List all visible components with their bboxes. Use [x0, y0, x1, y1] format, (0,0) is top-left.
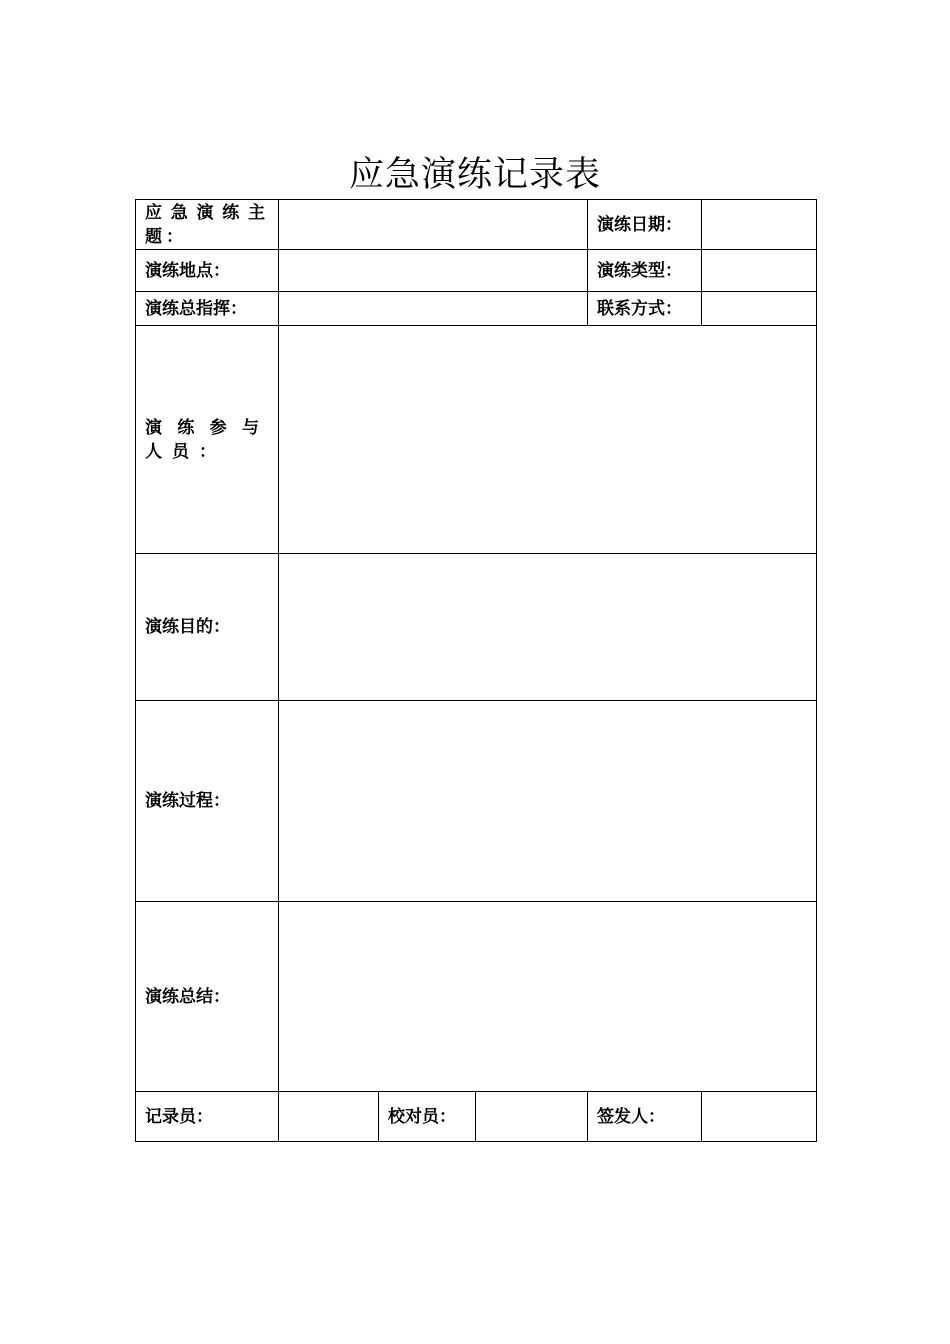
purpose-value-cell[interactable] [279, 554, 817, 701]
row-process [136, 701, 817, 902]
type-label: 演练类型： [588, 250, 702, 292]
location-label: 演练地点： [136, 250, 279, 292]
recorder-label: 记录员： [136, 1092, 279, 1142]
purpose-label: 演练目的： [136, 554, 279, 701]
proofreader-label: 校对员： [379, 1092, 476, 1142]
recorder-value-cell[interactable] [279, 1092, 379, 1142]
process-label: 演练过程： [136, 701, 279, 902]
document-title: 应急演练记录表 [348, 155, 601, 195]
summary-value-cell[interactable] [279, 902, 817, 1092]
theme-label: 应急演练主题： [136, 200, 279, 250]
row-signatures [136, 1092, 817, 1142]
row-commander [136, 292, 817, 326]
process-value-cell[interactable] [279, 701, 817, 902]
row-location [136, 250, 817, 292]
issuer-label: 签发人： [588, 1092, 702, 1142]
summary-label: 演练总结： [136, 902, 279, 1092]
commander-label: 演练总指挥： [136, 292, 279, 326]
participants-label: 演练参与人员： [136, 326, 279, 554]
contact-label: 联系方式： [588, 292, 702, 326]
theme-value-cell[interactable] [279, 200, 588, 250]
row-theme [136, 200, 817, 250]
participants-value-cell[interactable] [279, 326, 817, 554]
location-value-cell[interactable] [279, 250, 588, 292]
commander-value-cell[interactable] [279, 292, 588, 326]
date-label: 演练日期： [588, 200, 702, 250]
drill-record-table [135, 199, 817, 1142]
type-value-cell[interactable] [702, 250, 817, 292]
row-purpose [136, 554, 817, 701]
issuer-value-cell[interactable] [702, 1092, 817, 1142]
row-summary [136, 902, 817, 1092]
row-participants [136, 326, 817, 554]
contact-value-cell[interactable] [702, 292, 817, 326]
date-value-cell[interactable] [702, 200, 817, 250]
proofreader-value-cell[interactable] [476, 1092, 588, 1142]
